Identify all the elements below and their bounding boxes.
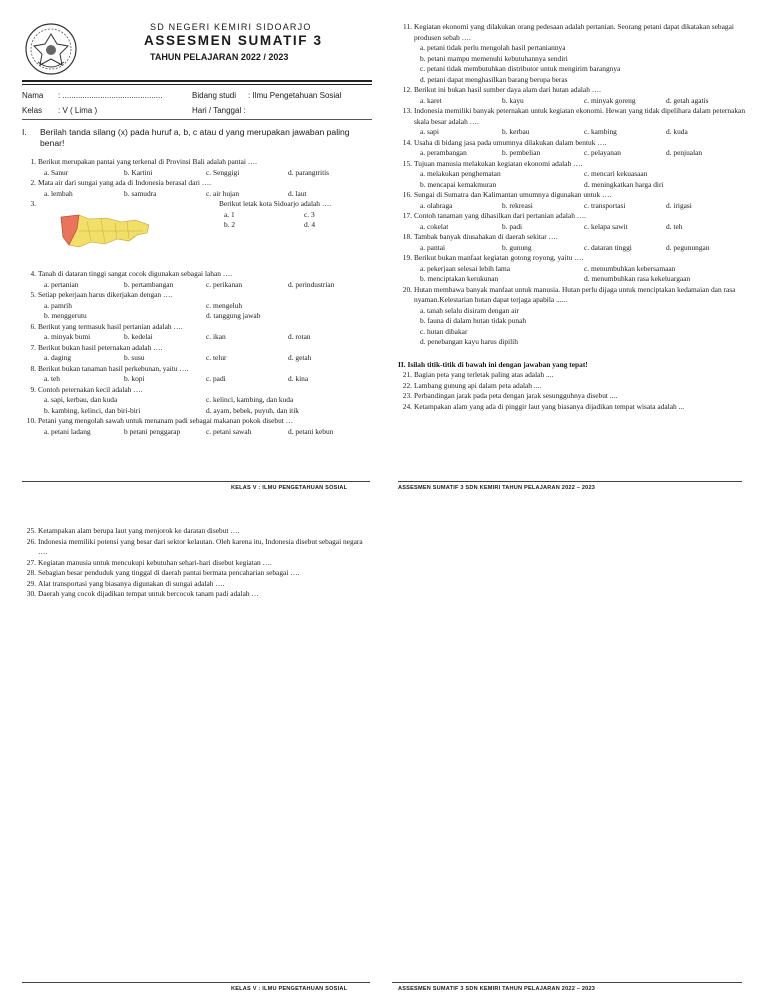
option[interactable]: c. dataran tinggi: [584, 242, 632, 252]
page-1: [0, 0, 768, 500]
option[interactable]: d. pegunungan: [666, 242, 710, 252]
option[interactable]: d. kuda: [666, 127, 688, 136]
question-11: 11. Kegiatan ekonomi yang dilakukan orang pedesaan adalah pertanian. Seorang petani dapat dikatakan sebagai produsen sebab …. a. petani tidak perlu mengolah hasil pertaniannya b. petani mampu memenuhi kebutuhannya sendiri c. petani tidak membutuhkan distributor untuk mengirim barangnya d. petani dapat menghasilkan barang berupa beras: [398, 22, 748, 85]
option[interactable]: c. transportasi: [584, 200, 626, 210]
nama-field[interactable]: : .............................................: [58, 91, 163, 100]
option[interactable]: c. kelinci, kambing, dan kuda: [206, 395, 294, 404]
question-20: 20. Hutan membawa banyak manfaat untuk manusia. Hutan perlu dijaga untuk menciptakan kedamaian dan rasa nyaman.Kelestarian hutan dapat terjaga apabila ...... a. tanah selalu disiram dengan air b. fauna di dalam hutan tidak punah c. hutan dibakar d. penebangan kayu harus dipilih: [398, 285, 748, 348]
option[interactable]: c. padi: [206, 374, 226, 383]
option[interactable]: c. kelapa sawit: [584, 221, 628, 231]
option[interactable]: c. Senggigi: [206, 167, 240, 177]
footer-rule-left: [22, 982, 370, 983]
question-1: 1. Berikut merupakan pantai yang terkenal di Provinsi Bali adalah pantai …. a. Sanur b. Kartini c. Senggigi d. parangtritis: [22, 157, 372, 178]
question-29: 29. Alat transportasi yang biasanya digunakan di sungai adalah ….: [26, 578, 225, 588]
option[interactable]: a. sapi, kerbau, dan kuda: [44, 395, 118, 404]
kelas-value: : V ( Lima ): [58, 106, 98, 115]
bidang-label: Bidang studi: [192, 91, 237, 100]
option[interactable]: b. kopi: [124, 374, 145, 383]
option[interactable]: c. pelayanan: [584, 148, 621, 157]
option[interactable]: b petani penggarap: [124, 426, 181, 436]
kelas-label: Kelas: [22, 106, 43, 115]
question-14: 14. Usaha di bidang jasa pada umumnya dilakukan dalam bentuk …. a. perambangan b. pembelian c. pelayanan d. penjualan: [398, 138, 748, 159]
question-23: 23. Perbandingan jarak pada peta dengan jarak sesungguhnya disebut ....: [402, 391, 618, 400]
header-rule: [22, 80, 372, 82]
option[interactable]: a. tanah selalu disiram dengan air: [420, 305, 519, 315]
question-25: 25. Ketampakan alam berupa laut yang menjorok ke daratan disebut ….: [26, 526, 240, 535]
question-27: 27. Kegiatan manusia untuk mencukupi kebutuhan sehari-hari disebut kegiatan ….: [26, 557, 272, 567]
option[interactable]: b. pembelian: [502, 148, 541, 157]
option[interactable]: b. kedelai: [124, 332, 153, 341]
question-19: 19. Berikut bukan manfaat kegiatan gotong royong, yaitu …. a. pekerjaan selesai lebih lama c. menumbuhkan kebersamaan b. menciptakan kerukunan d. menumbuhkan rasa kekeluargaan: [398, 253, 748, 285]
questions-left-column: [22, 132, 372, 437]
option[interactable]: a. pertanian: [44, 279, 79, 289]
footer-right-text: ASSESMEN SUMATIF 3 SDN KEMIRI TAHUN PELAJARAN 2022 – 2023: [398, 485, 596, 491]
info-rule: [22, 119, 372, 120]
option[interactable]: a. karet: [420, 95, 442, 105]
option[interactable]: a. daging: [44, 353, 72, 362]
section-2-instruction: II. Isilah titik-titik di bawah ini dengan jawaban yang tepat!: [398, 359, 588, 369]
page-2: [0, 510, 768, 1006]
question-7: 7. Berikut bukan hasil peternakan adalah …. a. daging b. susu c. telur d. getah: [22, 343, 372, 364]
option[interactable]: b. gunung: [502, 242, 532, 252]
option[interactable]: d. menumbuhkan rasa kekeluargaan: [584, 274, 691, 283]
option[interactable]: d. petani dapat menghasilkan barang berupa beras: [420, 74, 568, 84]
option[interactable]: d. getah: [288, 353, 312, 362]
section-text: Berilah tanda silang (x) pada huruf a, b, c atau d yang merupakan jawaban paling benar!: [40, 127, 350, 148]
school-year: TAHUN PELAJARAN 2022 / 2023: [150, 52, 289, 62]
option[interactable]: a. perambangan: [420, 148, 467, 157]
option[interactable]: b. 2: [224, 220, 236, 229]
option[interactable]: d. ayam, bebek, puyuh, dan itik: [206, 405, 299, 415]
option[interactable]: c. perikanan: [206, 279, 243, 289]
section-number: I.: [22, 127, 27, 137]
question-16: 16. Sungai di Sumatra dan Kalimantan umumnya digunakan untuk …. a. olahraga b. rekreasi c. transportasi d. irigasi: [398, 190, 748, 211]
option[interactable]: d. getah agatis: [666, 95, 709, 105]
question-21: 21. Bagian peta yang terletak paling atas adalah ....: [402, 370, 554, 379]
option[interactable]: b. fauna di dalam hutan tidak punah: [420, 316, 527, 325]
question-22: 22. Lambang gunung api dalam peta adalah ....: [402, 380, 542, 390]
hari-tanggal-label: Hari / Tanggal :: [192, 106, 246, 115]
question-3: 3. Berikut letak kota Sidoarjo adalah …. a. 1 c. 3 b. 2 d. 4: [22, 199, 372, 269]
question-24: 24. Ketampakan alam yang ada di pinggir laut yang biasanya dijadikan tempat wisata adalah ...: [402, 401, 685, 411]
option[interactable]: d. laut: [288, 188, 307, 198]
question-10: 10. Petani yang mengolah sawah untuk menanam padi sebagai makanan pokok disebut … a. petani ladang b petani penggarap c. petani sawah d. petani kebun: [22, 416, 372, 437]
nama-label: Nama: [22, 91, 44, 100]
option[interactable]: c. air hujan: [206, 188, 240, 198]
option[interactable]: a. sapi: [420, 127, 439, 136]
question-4: 4. Tanah di dataran tinggi sangat cocok digunakan sebagai lahan …. a. pertanian b. pertambangan c. perikanan d. perindustrian: [22, 269, 372, 290]
question-17: 17. Contoh tanaman yang dihasilkan dari pertanian adalah …. a. cokelat b. padi c. kelapa sawit d. teh: [398, 211, 748, 232]
option[interactable]: a. petani ladang: [44, 426, 91, 436]
question-5: 5. Setiap pekerjaan harus dikerjakan dengan …. a. pamrih c. mengeluh b. menggerutu d. tanggung jawab: [22, 290, 372, 322]
option[interactable]: b. petani mampu memenuhi kebutuhannya sendiri: [420, 53, 568, 63]
option[interactable]: c. ikan: [206, 332, 226, 341]
option[interactable]: d. rotan: [288, 332, 311, 341]
footer-rule-left: [22, 481, 370, 482]
question-2: 2. Mata air dari sungai yang ada di Indonesia berasal dari …. a. lembah b. samudra c. air hujan d. laut: [22, 178, 372, 199]
option[interactable]: a. pamrih: [44, 300, 72, 310]
option[interactable]: a. lembah: [44, 188, 73, 198]
bidang-value: : Ilmu Pengetahuan Sosial: [248, 91, 342, 100]
option[interactable]: d. perindustrian: [288, 279, 335, 289]
option[interactable]: c. menumbuhkan kebersamaan: [584, 263, 676, 273]
question-28: 28. Sebagian besar penduduk yang tinggal di daerah pantai bermata pencaharian sebagai ….: [26, 568, 300, 577]
option[interactable]: b. menciptakan kerukunan: [420, 274, 499, 283]
option[interactable]: c. petani tidak membutuhkan distributor untuk mengirim barangnya: [420, 64, 621, 73]
school-name: SD NEGERI KEMIRI SIDOARJO: [150, 22, 312, 32]
option[interactable]: b. kerbau: [502, 127, 530, 136]
option[interactable]: a. pantai: [420, 242, 446, 252]
option[interactable]: d. teh: [666, 221, 683, 231]
option[interactable]: b. pertambangan: [124, 279, 174, 289]
option[interactable]: d. kina: [288, 374, 309, 383]
question-26: 26. Indonesia memiliki potensi yang besar dari sektor kelautan. Oleh karena itu, Indonesia disebut sebagai negara ….: [26, 536, 363, 556]
option[interactable]: c. mengeluh: [206, 300, 243, 310]
question-6: 6. Berikut yang termasuk hasil pertanian adalah …. a. minyak bumi b. kedelai c. ikan d. rotan: [22, 322, 372, 343]
option[interactable]: d. parangtritis: [288, 167, 330, 177]
option[interactable]: d. meningkatkan harga diri: [584, 179, 664, 189]
footer-rule-right: [392, 982, 742, 983]
school-emblem-icon: [24, 22, 78, 76]
option[interactable]: a. petani tidak perlu mengolah hasil pertaniannya: [420, 43, 566, 52]
option[interactable]: c. hutan dibakar: [420, 326, 468, 336]
option[interactable]: c. 3: [304, 209, 315, 219]
option[interactable]: b. padi: [502, 221, 523, 231]
option[interactable]: b. Kartini: [124, 167, 153, 177]
page-title: ASSESMEN SUMATIF 3: [144, 33, 323, 48]
option[interactable]: a. teh: [44, 374, 61, 383]
option[interactable]: b. samudra: [124, 188, 157, 198]
question-8: 8. Berikut bukan tanaman hasil perkebunan, yaitu …. a. teh b. kopi c. padi d. kina: [22, 364, 372, 385]
option[interactable]: d. petani kebun: [288, 426, 334, 436]
option[interactable]: a. minyak bumi: [44, 332, 91, 341]
question-12: 12. Berikut ini bukan hasil sumber daya alam dari hutan adalah …. a. karet b. kayu c. minyak goreng d. getah agatis: [398, 85, 748, 106]
option[interactable]: d. irigasi: [666, 200, 692, 210]
option[interactable]: d. penebangan kayu harus dipilih: [420, 337, 518, 346]
option[interactable]: c. petani sawah: [206, 426, 252, 436]
questions-right-column: [398, 22, 748, 412]
option[interactable]: a. pekerjaan selesai lebih lama: [420, 263, 511, 273]
option[interactable]: d. 4: [304, 220, 316, 229]
footer-rule-right: [398, 481, 742, 482]
option[interactable]: d. penjualan: [666, 148, 703, 157]
option[interactable]: b. kayu: [502, 95, 524, 105]
option[interactable]: a. Sanur: [44, 167, 69, 177]
option[interactable]: a. cokelat: [420, 221, 449, 231]
option[interactable]: c. kambing: [584, 127, 617, 136]
option[interactable]: a. melakukan penghematan: [420, 169, 501, 178]
question-15: 15. Tujuan manusia melakukan kegiatan ekonomi adalah …. a. melakukan penghematan c. mencari kekuasaan b. mencapai kemakmuran d. meningkatkan harga diri: [398, 159, 748, 191]
option[interactable]: c. minyak goreng: [584, 95, 636, 105]
option[interactable]: c. telur: [206, 353, 227, 362]
option[interactable]: b. susu: [124, 353, 145, 362]
page-2-questions: [22, 526, 372, 600]
option[interactable]: a. olahraga: [420, 200, 453, 210]
option[interactable]: a. 1: [224, 209, 235, 219]
question-13: 13. Indonesia memiliki banyak peternakan untuk kegiatan ekonomi. Hewan yang tidak dipelihara dalam peternakan skala besar adalah …. a. sapi b. kerbau c. kambing d. kuda: [398, 106, 748, 138]
option[interactable]: b. kambing, kelinci, dan biri-biri: [44, 405, 141, 415]
option[interactable]: d. tanggung jawab: [206, 311, 261, 320]
option[interactable]: b. rekreasi: [502, 200, 533, 210]
option[interactable]: b. mencapai kemakmuran: [420, 179, 497, 189]
question-9: 9. Contoh peternakan kecil adalah …. a. sapi, kerbau, dan kuda c. kelinci, kambing, dan kuda b. kambing, kelinci, dan biri-biri d. ayam, bebek, puyuh, dan itik: [22, 385, 372, 417]
question-30: 30. Daerah yang cocok dijadikan tempat untuk bercocok tanam padi adalah …: [26, 589, 259, 598]
footer-right-text: ASSESMEN SUMATIF 3 SDN KEMIRI TAHUN PELAJARAN 2022 – 2023: [398, 986, 596, 992]
footer-left-text: KELAS V : ILMU PENGETAHUAN SOSIAL: [231, 986, 348, 992]
footer-left-text: KELAS V : ILMU PENGETAHUAN SOSIAL: [231, 485, 348, 491]
header-rule-thin: [22, 84, 372, 85]
question-18: 18. Tambak banyak diusahakan di daerah sekitar …. a. pantai b. gunung c. dataran tinggi d. pegunungan: [398, 232, 748, 253]
option[interactable]: c. mencari kekuasaan: [584, 169, 648, 178]
option[interactable]: b. menggerutu: [44, 311, 87, 320]
